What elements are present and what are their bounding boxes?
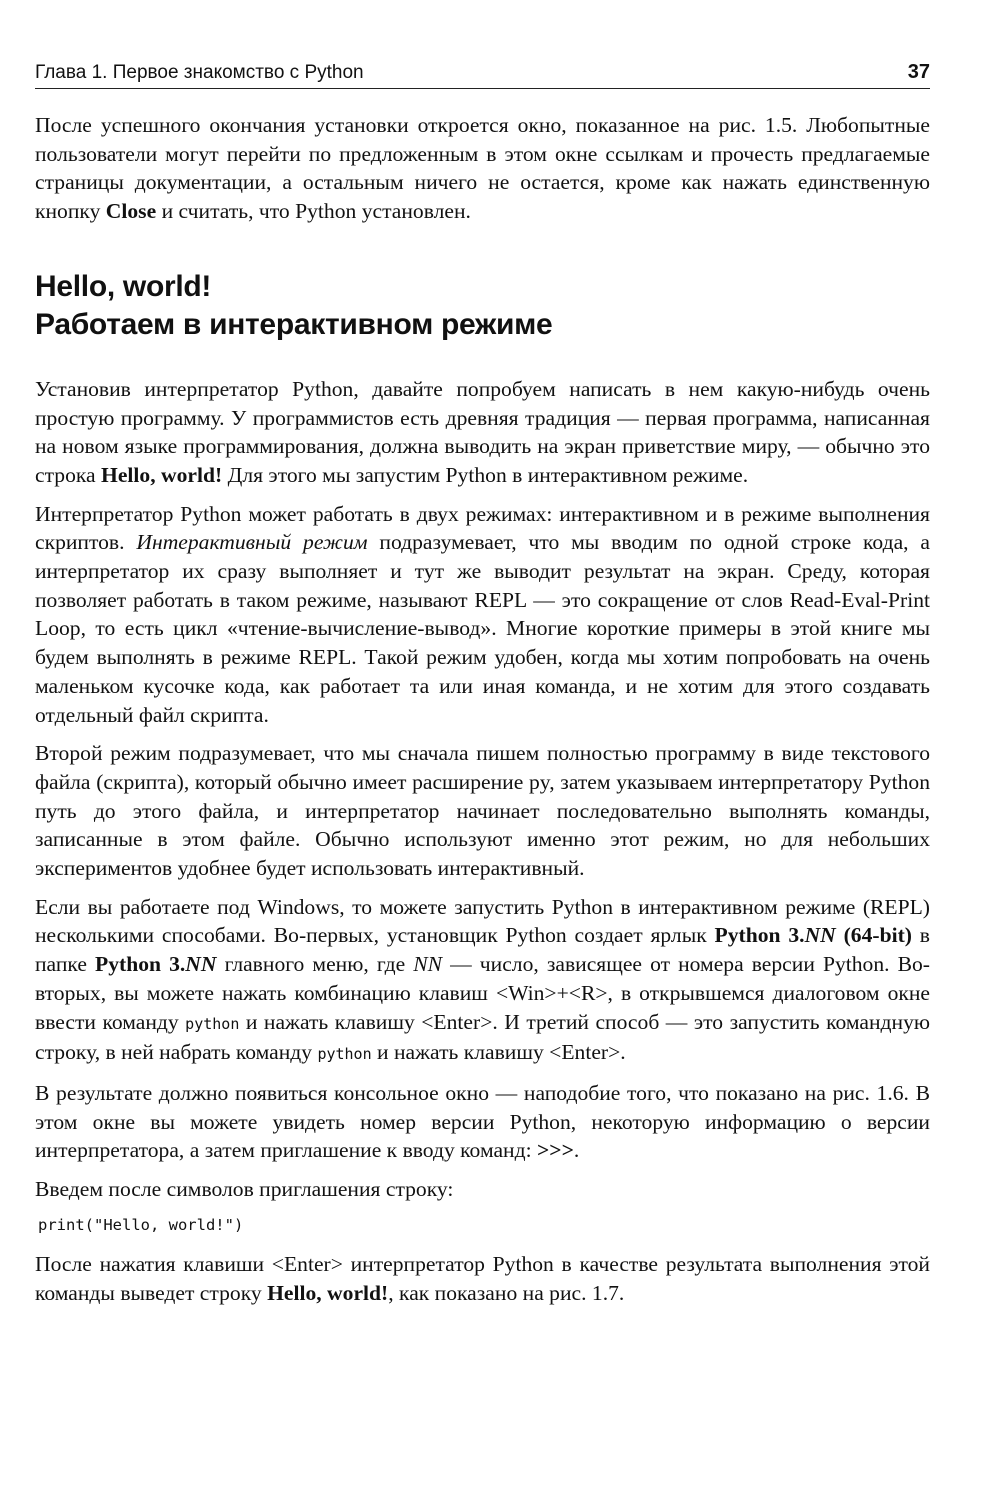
section-heading	[35, 268, 930, 344]
inline-code-python: python	[185, 1014, 240, 1033]
intro-paragraph: После успешного окончания установки откроется окно, показанное на рис. 1.5. Любопытные пользователи могут перейти по предложенным в этом окне ссылкам и прочесть предлагаемые страницы документации, а остальным ничего не остается, кроме как нажать единственную кнопку Close и считать, что Python установлен.	[35, 113, 930, 224]
paragraph-hello-world: Установив интерпретатор Python, давайте попробуем написать в нем какую-нибудь очень простую программу. У программистов есть древняя традиция — первая программа, написанная на новом языке программирования, должна выводить на экран приветствие миру, — обычно это строка Hello, world! Для этого мы запустим Python в интерактивном режиме.	[35, 376, 930, 487]
paragraph-result: После нажатия клавиши <Enter> интерпретатор Python в качестве результата выполнения этой команды выведет строку Hello, world!, как показано на рис. 1.7.	[35, 1251, 930, 1305]
code-block: print("Hello, world!")	[38, 1215, 244, 1234]
paragraph-script-mode: Второй режим подразумевает, что мы сначала пишем полностью программу в виде текстового файла (скрипта), который обычно имеет расширение py, затем указываем интерпретатору Python путь до этого файла, и интерпретатор начинает последовательно выполнять команды, записанные в этом файле. Обычно используют именно этот режим, но для небольших экспериментов удобнее будет использовать интерактивный.	[35, 741, 930, 881]
heading-line-2: Работаем в интерактивном режиме	[35, 307, 553, 341]
page-body	[35, 111, 930, 1307]
inline-code-python: python	[317, 1045, 372, 1064]
page-number: 37	[907, 61, 930, 83]
paragraph-modes: Интерпретатор Python может работать в двух режимах: интерактивном и в режиме выполнения скриптов. Интерактивный режим подразумевает, что мы вводим по одной строке кода, а интерпретатор их сразу выполняет и тут же выводит результат на экран. Среду, которая позволяет работать в таком режиме, называют REPL — это сокращение от слов Read-Eval-Print Loop, то есть цикл «чтение-вычисление-вывод». Многие короткие примеры в этой книге мы будем выполнять в режиме REPL. Такой режим удобен, когда мы хотим попробовать на очень маленьком кусочке кода, как работает та или иная команда, и не хотим для этого создавать отдельный файл скрипта.	[35, 501, 930, 727]
close-button-label: Close	[105, 199, 157, 224]
running-header	[35, 60, 930, 89]
chapter-title: Глава 1. Первое знакомство с Python	[35, 62, 364, 83]
heading-line-1: Hello, world!	[35, 269, 212, 303]
paragraph-windows: Если вы работаете под Windows, то можете запустить Python в интерактивном режиме (REPL) несколькими способами. Во-первых, установщик Python создает ярлык Python 3.NN (64-bit) в папке Python 3.NN главного меню, где NN — число, зависящее от номера версии Python. Во-вторых, вы можете нажать комбинацию клавиш <Win>+<R>, в открывшемся диалоговом окне ввести команду python и нажать клавишу <Enter>. И третий способ — это запустить командную строку, в ней набрать команду python и нажать клавишу <Enter>.	[35, 894, 931, 1065]
paragraph-console: В результате должно появиться консольное окно — наподобие того, что показано на рис. 1.6. В этом окне вы можете увидеть номер версии Python, некоторую информацию о версии интерпретатора, а затем приглашение к вводу команд: >>>.	[35, 1080, 930, 1163]
paragraph-enter-line: Введем после символов приглашения строку:	[35, 1177, 454, 1202]
